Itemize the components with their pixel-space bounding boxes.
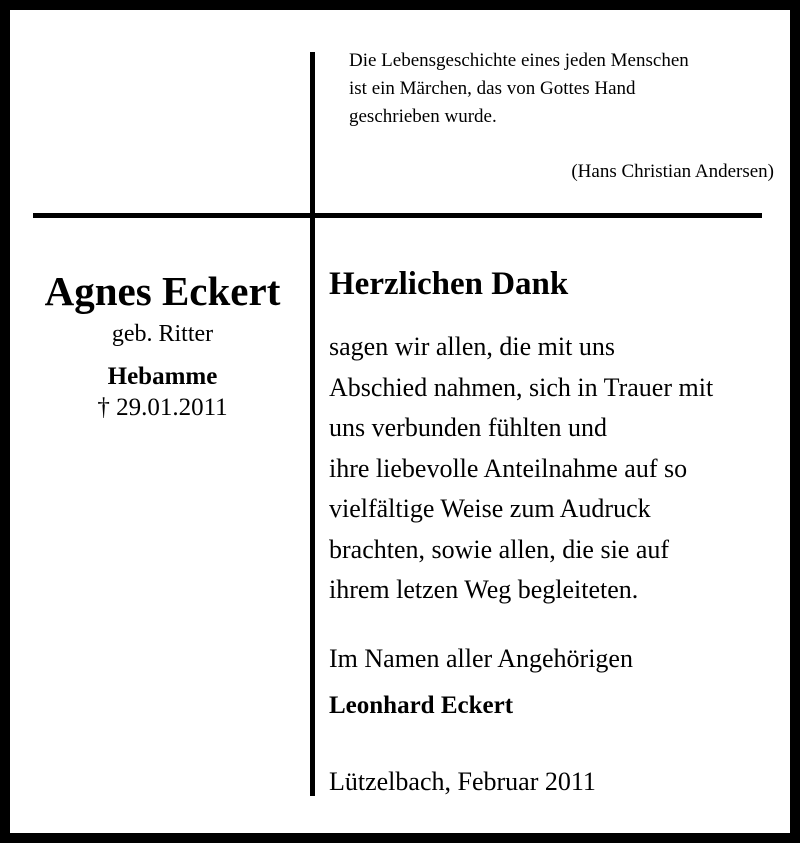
cross-horizontal-divider xyxy=(33,213,762,218)
cross-vertical-divider xyxy=(310,52,315,796)
place-and-date: Lützelbach, Februar 2011 xyxy=(329,767,596,796)
quote-block xyxy=(349,47,779,131)
thanks-line: vielfältige Weise zum Audruck xyxy=(329,494,651,523)
signer-name: Leonhard Eckert xyxy=(329,692,514,719)
quote-line: Die Lebensgeschichte eines jeden Menschen xyxy=(349,50,689,71)
thanks-line: brachten, sowie allen, die sie auf xyxy=(329,534,670,564)
thanks-line: sagen wir allen, die mit uns xyxy=(329,332,615,361)
quote-line: ist ein Märchen, das von Gottes Hand xyxy=(349,78,636,99)
quote-line: geschrieben wurde. xyxy=(349,106,497,127)
thanks-line: Abschied nahmen, sich in Trauer mit xyxy=(329,372,714,402)
deceased-maiden-name: geb. Ritter xyxy=(111,321,214,347)
deceased-name: Agnes Eckert xyxy=(44,268,281,314)
deceased-death-date: † 29.01.2011 xyxy=(97,394,228,421)
thanks-line: uns verbunden fühlten und xyxy=(329,413,608,442)
thanks-text xyxy=(329,327,713,611)
deceased-profession: Hebamme xyxy=(107,363,218,390)
quote-author: (Hans Christian Andersen) xyxy=(571,161,774,182)
thanks-heading: Herzlichen Dank xyxy=(329,266,569,302)
deceased-block xyxy=(20,265,305,423)
thanks-line: ihrem letzen Weg begleiteten. xyxy=(329,575,639,604)
thanks-line: ihre liebevolle Anteilnahme auf so xyxy=(329,453,688,483)
closing-line: Im Namen aller Angehörigen xyxy=(329,644,633,673)
